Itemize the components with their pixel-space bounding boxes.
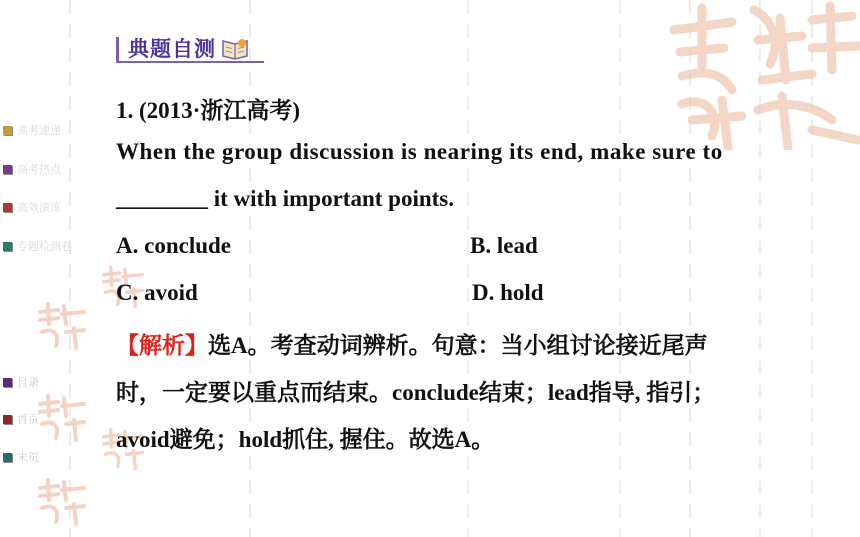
heading-underline xyxy=(116,61,264,63)
nav-item-label: 末页 xyxy=(17,451,39,464)
heading-accent-bar xyxy=(116,37,119,63)
decorative-seal-small xyxy=(36,394,88,442)
left-navigation xyxy=(0,0,100,537)
analysis-tag: 【解析】 xyxy=(116,333,208,358)
book-icon xyxy=(220,36,250,60)
decorative-seal-large xyxy=(662,0,860,150)
nav-item-label: 专题检测卷 xyxy=(17,240,72,253)
option-b[interactable]: B. lead xyxy=(470,233,538,258)
option-d[interactable]: D. hold xyxy=(472,280,544,305)
option-c[interactable]: C. avoid xyxy=(116,280,198,305)
nav-item-shouye[interactable] xyxy=(3,411,39,427)
nav-square-icon xyxy=(3,378,12,387)
nav-item-gaokao-redian[interactable] xyxy=(3,161,61,177)
analysis-line-2: 时，一定要以重点而结束。conclude结束；lead指导, 指引； xyxy=(116,380,716,405)
nav-item-label: 目录 xyxy=(17,376,39,389)
nav-item-moye[interactable] xyxy=(3,449,39,465)
option-a[interactable]: A. conclude xyxy=(116,233,231,258)
nav-item-label: 高考热点 xyxy=(17,163,61,176)
nav-item-label: 首页 xyxy=(17,413,39,426)
decorative-seal-small xyxy=(36,302,88,350)
section-heading xyxy=(116,30,286,66)
question-stem-line-1: When the group discussion is nearing its end, make sure to xyxy=(116,139,723,164)
page-title: 典题自测 xyxy=(128,37,216,61)
analysis-line-3: avoid避免；hold抓住, 握住。故选A。 xyxy=(116,427,495,452)
decorative-seal-small xyxy=(36,478,88,526)
nav-square-icon xyxy=(3,126,12,135)
analysis-text: 选A。考查动词辨析。句意：当小组讨论接近尾声 xyxy=(208,333,708,358)
nav-square-icon xyxy=(3,165,12,174)
nav-square-icon xyxy=(3,453,12,462)
question-stem-line-2: ________ it with important points. xyxy=(116,186,454,211)
nav-square-icon xyxy=(3,203,12,212)
nav-item-label: 高效演练 xyxy=(17,201,61,214)
nav-square-icon xyxy=(3,242,12,251)
nav-item-gaoxiao-yanlian[interactable] xyxy=(3,199,61,215)
analysis-line-1 xyxy=(116,327,708,360)
nav-item-label: 高考速递 xyxy=(17,124,61,137)
nav-item-mulu[interactable] xyxy=(3,374,39,390)
nav-item-zhuanti-jiancejuan[interactable] xyxy=(3,238,72,254)
question-source: 1. (2013·浙江高考) xyxy=(116,98,300,123)
nav-item-gaokao-sudi[interactable] xyxy=(3,122,61,138)
nav-square-icon xyxy=(3,415,12,424)
